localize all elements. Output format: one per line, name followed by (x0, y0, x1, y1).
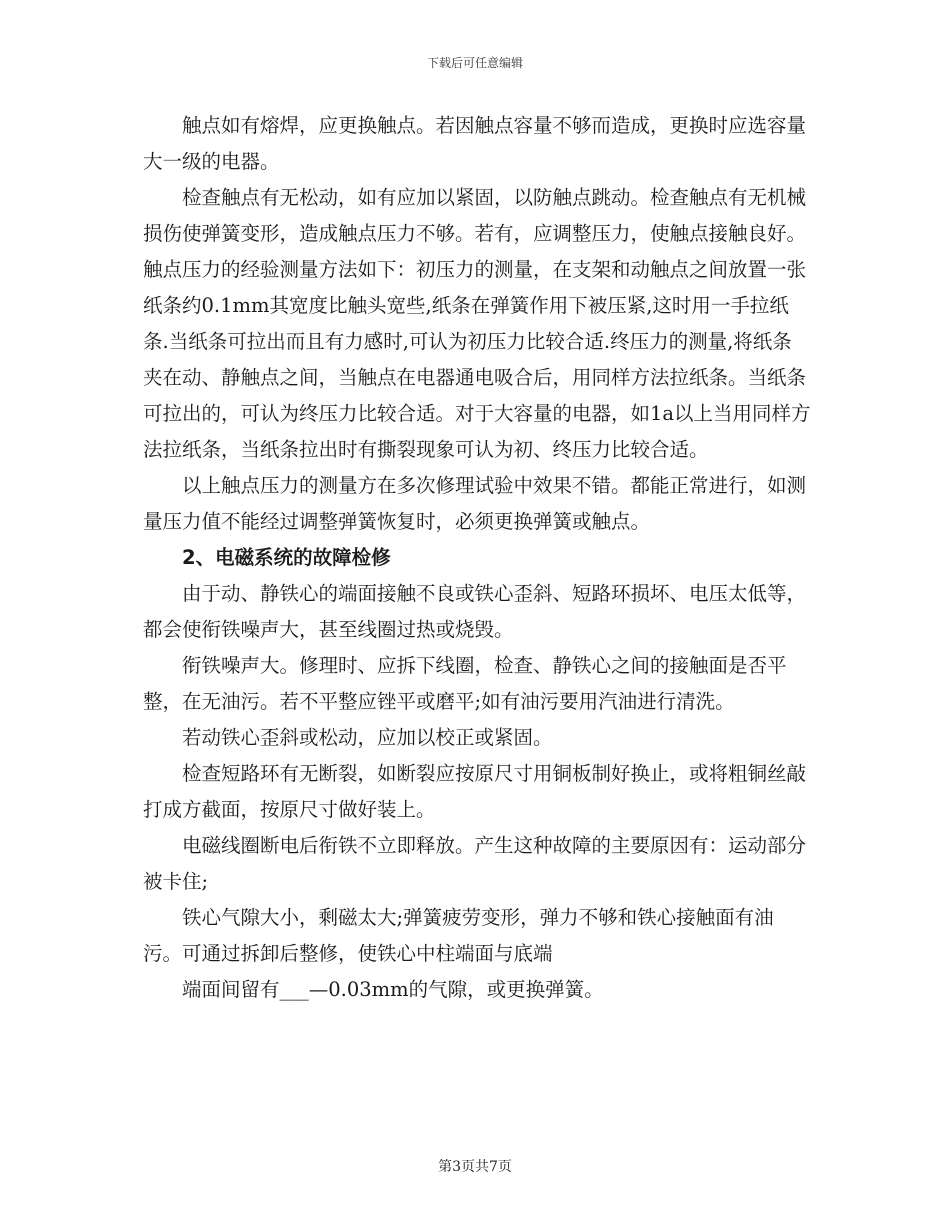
paragraph-air-gap: 铁心气隙大小，剩磁太大;弹簧疲劳变形，弹力不够和铁心接触面有油污。可通过拆卸后整修，使铁心中柱端面与底端 (143, 906, 774, 965)
paragraph-gap-spacing: 端面间留有___—0.03mm的气隙，或更换弹簧。 (182, 978, 604, 1001)
paragraph-causes: 由于动、静铁心的端面接触不良或铁心歪斜、短路环损坏、电压太低等，都会使衔铁噪声大，甚至线圈过热或烧毁。 (143, 582, 807, 641)
paragraph-short-ring: 检查短路环有无断裂，如断裂应按原尺寸用铜板制好换止，或将粗铜丝敲打成方截面，按原尺寸做好装上。 (143, 762, 807, 821)
page-header: 下载后可任意编辑 (426, 56, 523, 70)
document-body (143, 108, 811, 1008)
paragraph-armature-noise: 衔铁噪声大。修理时、应拆下线圈，检查、静铁心之间的接触面是否平整，在无油污。若不平整应锉平或磨平;如有油污要用汽油进行清洗。 (143, 654, 787, 713)
paragraph-no-release: 电磁线圈断电后衔铁不立即释放。产生这种故障的主要原因有：运动部分被卡住; (143, 834, 807, 893)
paragraph-contact-welding: 触点如有熔焊，应更换触点。若因触点容量不够而造成，更换时应选容量大一级的电器。 (143, 114, 807, 173)
paragraph-pressure-measurement-summary: 以上触点压力的测量方在多次修理试验中效果不错。都能正常进行，如测量压力值不能经过调整弹簧恢复时，必须更换弹簧或触点。 (143, 474, 807, 533)
paragraph-core-skew: 若动铁心歪斜或松动，应加以校正或紧固。 (182, 726, 553, 749)
section-heading-electromagnetic: 2、电磁系统的故障检修 (182, 546, 391, 569)
paragraph-contact-pressure-check: 检查触点有无松动，如有应加以紧固，以防触点跳动。检查触点有无机械损伤使弹簧变形，造成触点压力不够。若有，应调整压力，使触点接触良好。触点压力的经验测量方法如下：初压力的测量，在支架和动触点之间放置一张纸条约0.1mm其宽度比触头宽些,纸条在弹簧作用下被压紧,这时用一手拉纸条.当纸条可拉出而且有力感时,可认为初压力比较合适.终压力的测量,将纸条夹在动、静触点之间，当触点在电器通电吸合后，用同样方法拉纸条。当纸条可拉出的，可认为终压力比较合适。对于大容量的电器，如1a以上当用同样方法拉纸条，当纸条拉出时有撕裂现象可认为初、终压力比较合适。 (143, 186, 811, 461)
page-number: 第3页共7页 (438, 1159, 512, 1175)
